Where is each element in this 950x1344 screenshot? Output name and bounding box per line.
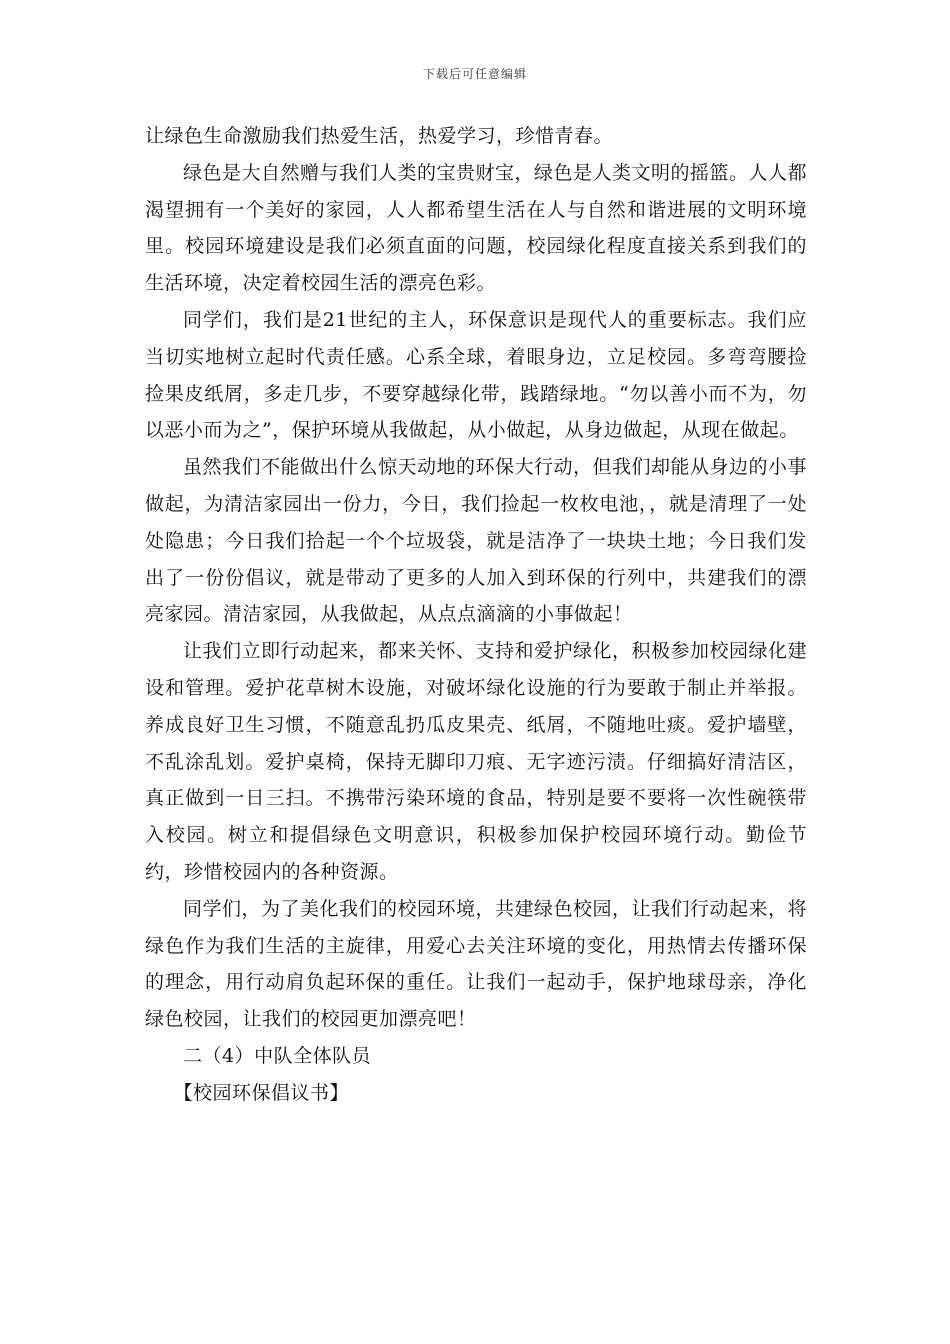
paragraph: 虽然我们不能做出什么惊天动地的环保大行动，但我们却能从身边的小事做起，为清洁家园出一份力，今日，我们捡起一枚枚电池，，就是清理了一处处隐患；今日我们拾起一个个垃圾袋，就是洁净了一块块土地；今日我们发出了一份份倡议，就是带动了更多的人加入到环保的行列中，共建我们的漂亮家园。清洁家园，从我做起，从点点滴滴的小事做起！: [145, 456, 808, 626]
document-title-bracketed: 【校园环保倡议书】: [173, 1081, 350, 1104]
paragraph-continuation: 让绿色生命激励我们热爱生活，热爱学习，珍惜青春。: [145, 125, 614, 147]
paragraph: 绿色是大自然赠与我们人类的宝贵财宝，绿色是人类文明的摇篮。人人都渴望拥有一个美好的家园，人人都希望生活在人与自然和谐进展的文明环境里。校园环境建设是我们必须直面的问题，校园绿化程度直接关系到我们的生活环境，决定着校园生活的漂亮色彩。: [145, 161, 808, 295]
page-header-note: 下载后可任意编辑: [422, 67, 527, 81]
document-body: [145, 118, 807, 1112]
paragraph: 同学们，为了美化我们的校园环境，共建绿色校园，让我们行动起来，将绿色作为我们生活的主旋律，用爱心去关注环境的变化，用热情去传播环保的理念，用行动肩负起环保的重任。让我们一起动手，保护地球母亲，净化绿色校园，让我们的校园更加漂亮吧！: [145, 897, 808, 1031]
signature-line: 二（4）中队全体队员: [183, 1044, 372, 1067]
paragraph: 同学们，我们是21世纪的主人，环保意识是现代人的重要标志。我们应当切实地树立起时代责任感。心系全球，着眼身边，立足校园。多弯弯腰捡捡果皮纸屑，多走几步，不要穿越绿化带，践踏绿地。“勿以善小而不为，勿以恶小而为之”，保护环境从我做起，从小做起，从身边做起，从现在做起。: [145, 308, 807, 442]
paragraph: 让我们立即行动起来，都来关怀、支持和爱护绿化，积极参加校园绿化建设和管理。爱护花草树木设施，对破坏绿化设施的行为要敢于制止并举报。养成良好卫生习惯，不随意乱扔瓜皮果壳、纸屑，不随地吐痰。爱护墙壁，不乱涂乱划。爱护桌椅，保持无脚印刀痕、无字迹污渍。仔细搞好清洁区，真正做到一日三扫。不携带污染环境的食品，特别是要不要将一次性碗筷带入校园。树立和提倡绿色文明意识，积极参加保护校园环境行动。勤俭节约，珍惜校园内的各种资源。: [145, 640, 808, 883]
